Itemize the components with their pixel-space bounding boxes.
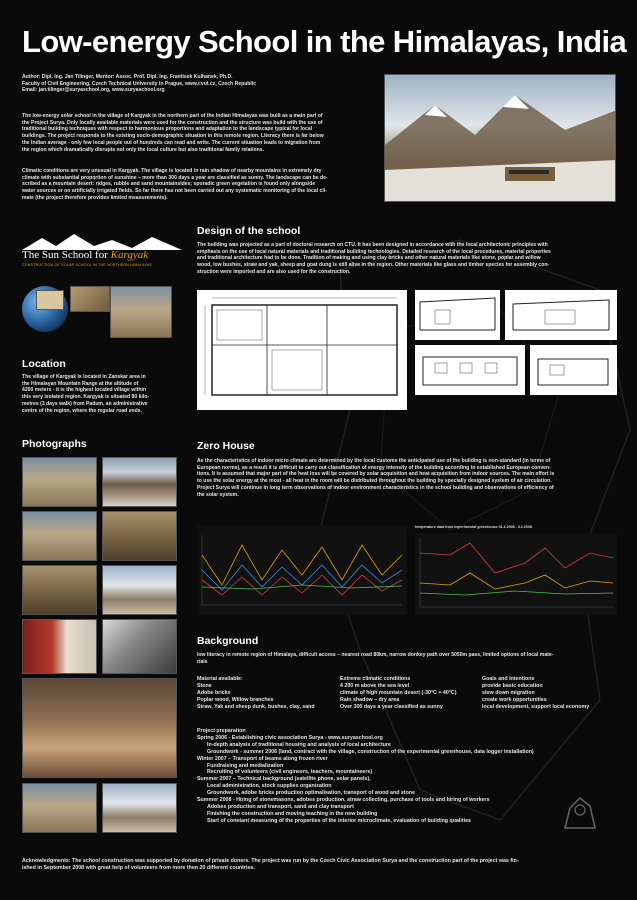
- zero-house-heading: Zero House: [197, 440, 255, 452]
- map-inset-village: [110, 286, 172, 338]
- photo-valley-house: [22, 511, 97, 561]
- elevation-drawing-2: [530, 345, 617, 395]
- poster-title: Low-energy School in the Himalayas, India: [22, 24, 627, 59]
- photo-construction: [22, 565, 97, 615]
- photo-roof-beams: [102, 619, 177, 674]
- location-heading: Location: [22, 358, 66, 370]
- background-heading: Background: [197, 635, 259, 647]
- logo-subtitle: CONSTRUCTION OF SOLAR SCHOOL IN THE NORTHERN HIMALAYAS: [22, 263, 153, 267]
- mountain-silhouette-icon: [22, 232, 182, 250]
- temperature-chart-2: [415, 533, 617, 615]
- climate-column: Extreme climatic conditions 4 200 m above the sea level climate of high mountain desert (-30°C + 40°C) Rain shadow – dry area Over 300 days a year classified as sunny: [340, 676, 457, 710]
- logo-title-accent: Kargyak: [110, 249, 149, 261]
- photo-school-exterior: [22, 783, 97, 833]
- sun-school-logo: [22, 232, 182, 274]
- design-text: The building was projected as a part of doctoral research on CTU. It has been designed in accordance with the local architectonic principles with emphasis on the use of local natural materials and traditional building technologies. Detailed research of the local procedures, material properties and traditional architecture had to be done. Tradition of making and using clay bricks and other natural materials like stone, poplar and willow wood, low bushes, straw and yak, sheep and goat dung is still alive in the region. Other materials like glass and timber species for assembly con- struction were imported and are also used for the construction.: [197, 242, 551, 275]
- background-text: low literacy in remote region of Himalaya, difficult access – nearest road 80km, narrow donkey path over 5050m pass, limited options of local mate- rials: [197, 652, 554, 665]
- photo-donkey-path: [102, 457, 177, 507]
- photo-classroom-interior: [22, 678, 177, 778]
- location-text: The village of Kargyak is located in Zanskar area in the Himalayan Mountain Range at the altitude of 4200 meters - it is the highest located village within this very isolated region. Kargyak is situated 80 kilo- metres (3 days walk) from Padum, an administrative centre of the region, where the regular road ends.: [22, 374, 150, 414]
- photo-window-interior: [22, 619, 97, 674]
- intro-paragraph-1: The low-energy solar school in the village of Kargyak in the northern part of the Indian Himalayas was built as a main part of the Project Surya. Only locally available materials were used for the construction and the structure was build with the use of traditional building techniques with respect to harmonious proportions and adaptation to the landscape typical for local buildings. The project responds to the existing socio-demographic situation in this remote region. Literacy there is far below the Indian average - only few local people out of hundreds can read and write. The current situation leads to migration from the region which dramatically disrupts not only the local culture but also traditional family relations.: [22, 113, 324, 153]
- chart-caption: temperature data from experimental greenhouse 31.1.2008 - 3.2.2008: [415, 525, 532, 529]
- photographs-heading: Photographs: [22, 438, 87, 450]
- photo-building-snow: [102, 565, 177, 615]
- hero-photo-school-in-mountains: [384, 74, 616, 202]
- elevation-drawing-1: [415, 345, 525, 395]
- photo-village-houses: [22, 457, 97, 507]
- map-inset-india: [36, 290, 64, 310]
- email-line: Email: jan.tilinger@suryaschool.org, www.suryaschool.org: [22, 87, 165, 94]
- photo-school-winter: [102, 783, 177, 833]
- map-inset-region: [70, 286, 110, 312]
- section-drawing-1: [415, 290, 500, 340]
- goals-column: Goals and intentions provide basic education slow down migration create work opportunities local development, support local economy: [482, 676, 590, 710]
- photo-adobe-wall: [102, 511, 177, 561]
- design-heading: Design of the school: [197, 225, 301, 237]
- section-drawing-2: [505, 290, 617, 340]
- zero-house-text: As the characteristics of indoor micro climate are determined by the local customs the anticipated use of the building is non-standard (in terms of European norms), as a result it is difficult to carry out classification of energy intensity of the building according to established European conven- tions. It is assumed that major part of the heat loss will be covered by solar acquisition and heat acquisition from indoor sources. The main effort is to use the solar energy at the most - all heat in the room will be distributed throughout the building by specially designed system of air circulation. Project Surya will continue in long term observations of indoor environment characteristics in the school building and observations of efficiency of the solar system.: [197, 458, 555, 498]
- acknowledgments: Acknowledgments: The school construction was supported by donation of private doners. The project was run by the Czech Civic Association Surya and the construction part of the project was fin- ished in September 2008 with great help of volunteers from more then 20 different countries.: [22, 858, 519, 871]
- faculty-line: Faculty of Civil Engineering, Czech Technical University in Prague, www.cvut.cz, Czech Republic: [22, 80, 257, 87]
- floor-plan-drawing: [197, 290, 407, 410]
- mountain-icon: [385, 75, 616, 202]
- project-preparation: Project preparation Spring 2006 - Establishing civic association Surya - www.suryaschool.org In-depth analysis of traditional housing and analysis of local architecture Groundwork - summer 2006 (land, contract with the village, construction of the experimental greenhouse, data logger installation) Winter 2007 – Transport of beams along frozen river Fundraising and medialization Recruiting of volunteers (civil engineers, teachers, mountaineers) Summer 2007 – Technical background (satellite phone, solar panels), Local administration, stock supplies organization Groundwork, adobe bricks production optimalisation, transport of wood and stone Summer 2008 - Hiring of stonemasons, adobes production, straw collecting, purchase of tools and hiring of workers Adobes production and transport, sand and clay transport Finishing the construction and moving teaching in the new building Start of constant measuring of the properties of the interior microclimate, evaluation of building qualities: [197, 728, 534, 824]
- intro-paragraph-2: Climatic conditions are very unusual in Kargyak. The village is located in rain shadow of nearby mountains in extremely dry climate with substantial proportion of sunshine – more than 300 days a year are classified as sunny. The landscape can be de- scribed as a mountain desert: ridges, rubble and sand mountainsides; sporadic green vegetation is found only alongside water sources or on artificially irrigated fields. So far there has not been carried out any systematic monitoring of the local cli- mate (the project therefore provides limited measurements).: [22, 168, 328, 201]
- logo-title-text: The Sun School for: [22, 249, 111, 261]
- materials-column: Material available: Stone Adobe bricks Poplar wood, Willow branches Straw, Yak and sheep dunk, bushes, clay, sand: [197, 676, 315, 710]
- author-line: Author: Dipl. Ing. Jan Tilinger, Mentor: Assoc. Prof. Dipl. Ing. Frantisek Kulhanek, Ph.D.: [22, 74, 233, 80]
- temperature-chart-1: [197, 525, 407, 615]
- project-preparation-heading: Project preparation: [197, 728, 246, 734]
- university-lion-logo-icon: [555, 788, 605, 838]
- authors-block: [22, 74, 256, 94]
